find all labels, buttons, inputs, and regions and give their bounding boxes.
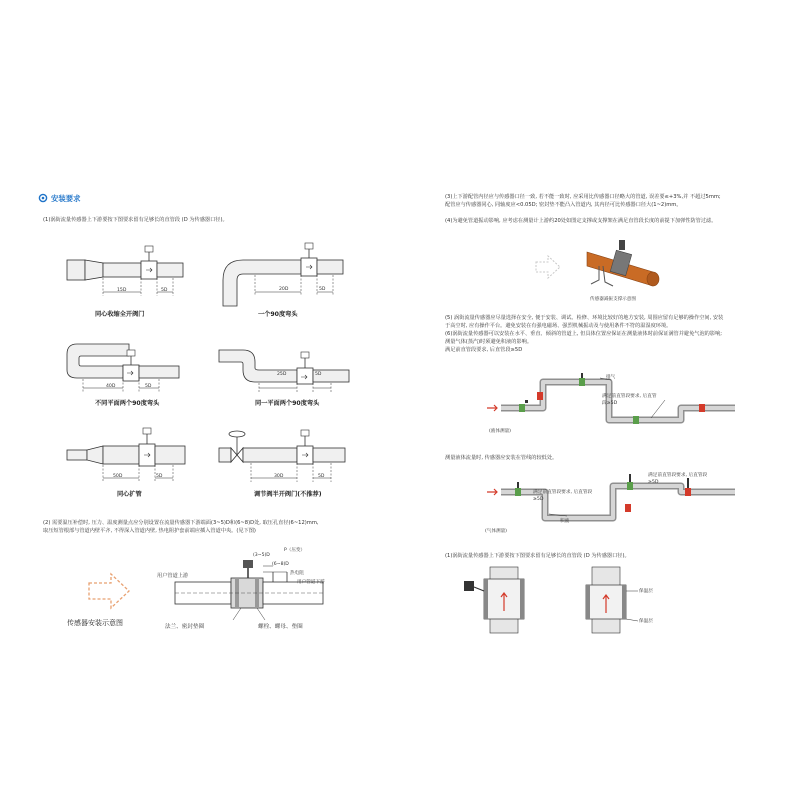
install-downstream-label: 用户管道下游: [297, 580, 325, 585]
diagram-caption-5: 同心扩管: [117, 491, 142, 498]
support-arrow-icon: [533, 254, 563, 280]
dim-label-downstream-6: 5D: [318, 474, 325, 479]
gas-note-condensate: 积液: [560, 519, 570, 524]
requirement-4-text: (4)为避免管道振动影响, 应考虑在测量计上游约20处如图定支撑或支撑架在满足直管段长度的前提下加弹性防管过滤。: [445, 218, 717, 224]
dim-label-downstream-5: 5D: [156, 474, 163, 479]
section-bullet-icon: [38, 193, 48, 203]
dim-label-upstream-3: 40D: [106, 384, 116, 389]
requirement-1-text: (1)涡街流量传感器上下游要按下图要求留有足够长的直管段 (D 为传感器口径)。: [43, 217, 228, 223]
requirement-2-text: (2) 需要温压补偿时, 压力、温度测量点应分别设置在流量传感器下游端面(3~5)D和(6~8)D处, 取压孔直径(6~12)mm, 取压短管根部与管道内壁平齐, 不得深入管道内壁, 热电阻护套前端应插入管道中央。(见下图): [43, 520, 319, 535]
liquid-measurement-sketch: [485, 370, 745, 445]
install-upstream-label: 用户管道上游: [157, 573, 189, 579]
gas-intro-text: 测量液体流量时, 传感器应安装在管线的较低处。: [445, 455, 558, 461]
liquid-note-vent: 排气: [606, 375, 616, 380]
support-bracket-photo: [583, 236, 673, 291]
dim-label-downstream-3: 5D: [145, 384, 152, 389]
install-d1-label: (3~5)D: [253, 553, 270, 558]
gas-note-straight-2: 满足前直管段要求, 后直管段 ≥5D: [648, 473, 708, 485]
dim-label-downstream-2: 5D: [319, 287, 326, 292]
install-p-label: P（压变）: [284, 548, 306, 553]
section-title: 安装要求: [51, 194, 81, 203]
pipe-diagram-two-elbows-same-plane: [215, 330, 365, 405]
dim-label-downstream-1: 5D: [161, 288, 168, 293]
install-caption: 传感器安装示意图: [67, 619, 123, 627]
pipe-diagram-two-elbows-different-planes: [63, 330, 213, 405]
requirement-last-text: (1)涡街流量传感器上下游要按下图要求留有足够长的直管段 (D 为传感器口径)。: [445, 553, 630, 559]
dim-label-upstream-5: 50D: [113, 474, 123, 479]
install-arrow-icon: [85, 571, 135, 611]
dim-label-downstream-4: 5D: [315, 372, 322, 377]
diagram-caption-1: 同心收缩全开阀门: [95, 311, 145, 318]
install-bolt-label: 螺栓、螺母、垫圈: [258, 624, 303, 630]
liquid-note-straight: 满足前直管段要求, 后直管 段≥5D: [602, 394, 657, 406]
pipe-diagram-reducer: [63, 240, 213, 315]
pipe-diagram-expander: [63, 422, 213, 497]
install-d2-label: (6~8)D: [272, 562, 289, 567]
dim-label-upstream-1: 15D: [117, 288, 127, 293]
diagram-caption-3: 不同平面两个90度弯头: [95, 400, 160, 407]
gas-measurement-label: (气体测量): [485, 529, 507, 534]
dim-label-upstream-2: 20D: [279, 287, 289, 292]
requirement-5-6-text: (5) 涡街流量传感器应尽量选择在安全, 便于安装、调试、检修、环境比较好的地方安装, 周围应留有足够的操作空间, 安装 于高空时, 应有操作平台。避免安装在有强电磁场、强烈机械振动及与使用条件不符的温湿度环境。 (6)涡街流量传感器可以安装在水平、垂直、倾斜的管道上, 但具体位置应保证在测量液体时前保证满管并避免气泡的影响; 测量气体(蒸汽)时须避免积液的影响。 满足前直管段要求, 后直管段≥5D: [445, 315, 724, 354]
flowmeter-closeup-2: [560, 563, 650, 638]
requirement-3-text: (3)上下游配管内径应与传感器口径一致, 若不能一致时, 应采用比传感器口径略大的管道, 误差要≤+3%,并 不超过5mm; 配管应与传感器同心, 同轴度应<0.05D; 密封垫不能凸入管道内, 其内径可比传感器口径大(1~2)mm。: [445, 194, 721, 209]
diagram-caption-2: 一个90度弯头: [258, 311, 298, 318]
diagram-caption-4: 同一平面两个90度弯头: [255, 400, 320, 407]
pipe-diagram-elbow: [215, 236, 365, 316]
install-flange-label: 法兰、密封垫圈: [165, 624, 205, 630]
support-photo-caption: 传感器减振支撑示意图: [590, 297, 636, 302]
flowmeter-closeup-1: [458, 563, 548, 638]
closeup-label-1: 保温层: [639, 589, 653, 594]
dim-label-upstream-4: 25D: [277, 372, 287, 377]
liquid-measurement-label: (液体测量): [489, 429, 511, 434]
closeup-label-2: 保温层: [639, 619, 653, 624]
install-t-label: 热电阻: [290, 571, 304, 576]
pipe-diagram-control-valve: [215, 418, 365, 493]
dim-label-upstream-6: 30D: [274, 474, 284, 479]
gas-note-straight-1: 满足前直管段要求, 后直管段 ≥5D: [533, 490, 593, 502]
diagram-caption-6: 调节阀半开阀门(不推荐): [254, 491, 322, 498]
